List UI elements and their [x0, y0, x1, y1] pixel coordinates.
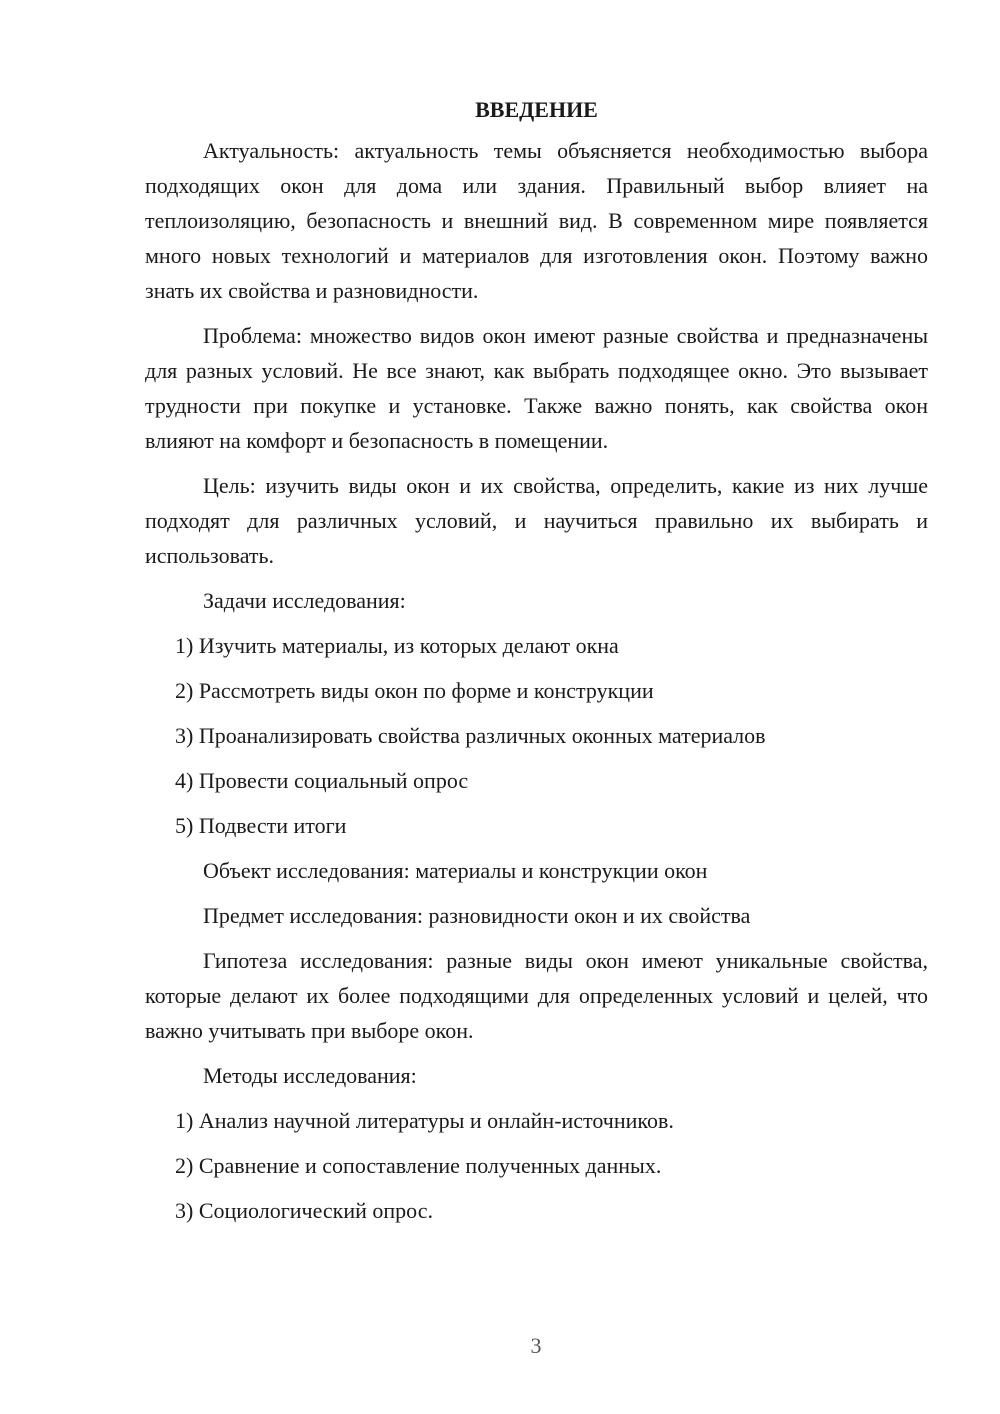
- subject-line: Предмет исследования: разновидности окон и их свойства: [203, 903, 751, 928]
- relevance-paragraph: Актуальность: актуальность темы объясняется необходимостью выбора подходящих окон для дома или здания. Правильный выбор влияет на теплоизоляцию, безопасность и внешний вид. В современном мире появляется много новых технологий и материалов для изготовления окон. Поэтому важно знать их свойства и разновидности.: [145, 138, 928, 303]
- method-item: 1) Анализ научной литературы и онлайн-источников.: [175, 1108, 674, 1133]
- task-item: 5) Подвести итоги: [175, 813, 347, 838]
- task-item: 4) Провести социальный опрос: [175, 768, 469, 793]
- section-title: ВВЕДЕНИЕ: [475, 97, 598, 122]
- goal-paragraph: Цель: изучить виды окон и их свойства, определить, какие из них лучше подходят для различных условий, и научиться правильно их выбирать и использовать.: [145, 473, 928, 568]
- method-item: 3) Социологический опрос.: [175, 1198, 433, 1223]
- methods-heading: Методы исследования:: [203, 1063, 417, 1088]
- task-item: 3) Проанализировать свойства различных оконных материалов: [175, 723, 766, 748]
- page-number: 3: [530, 1333, 542, 1358]
- tasks-heading: Задачи исследования:: [203, 588, 406, 613]
- page-content: [145, 92, 928, 1238]
- hypothesis-paragraph: Гипотеза исследования: разные виды окон имеют уникальные свойства, которые делают их более подходящими для определенных условий и целей, что важно учитывать при выборе окон.: [145, 948, 928, 1043]
- object-line: Объект исследования: материалы и конструкции окон: [203, 858, 708, 883]
- method-item: 2) Сравнение и сопоставление полученных данных.: [175, 1153, 662, 1178]
- problem-paragraph: Проблема: множество видов окон имеют разные свойства и предназначены для разных условий. Не все знают, как выбрать подходящее окно. Это вызывает трудности при покупке и установке. Также важно понять, как свойства окон влияют на комфорт и безопасность в помещении.: [145, 323, 928, 453]
- task-item: 2) Рассмотреть виды окон по форме и конструкции: [175, 678, 654, 703]
- task-item: 1) Изучить материалы, из которых делают окна: [175, 633, 619, 658]
